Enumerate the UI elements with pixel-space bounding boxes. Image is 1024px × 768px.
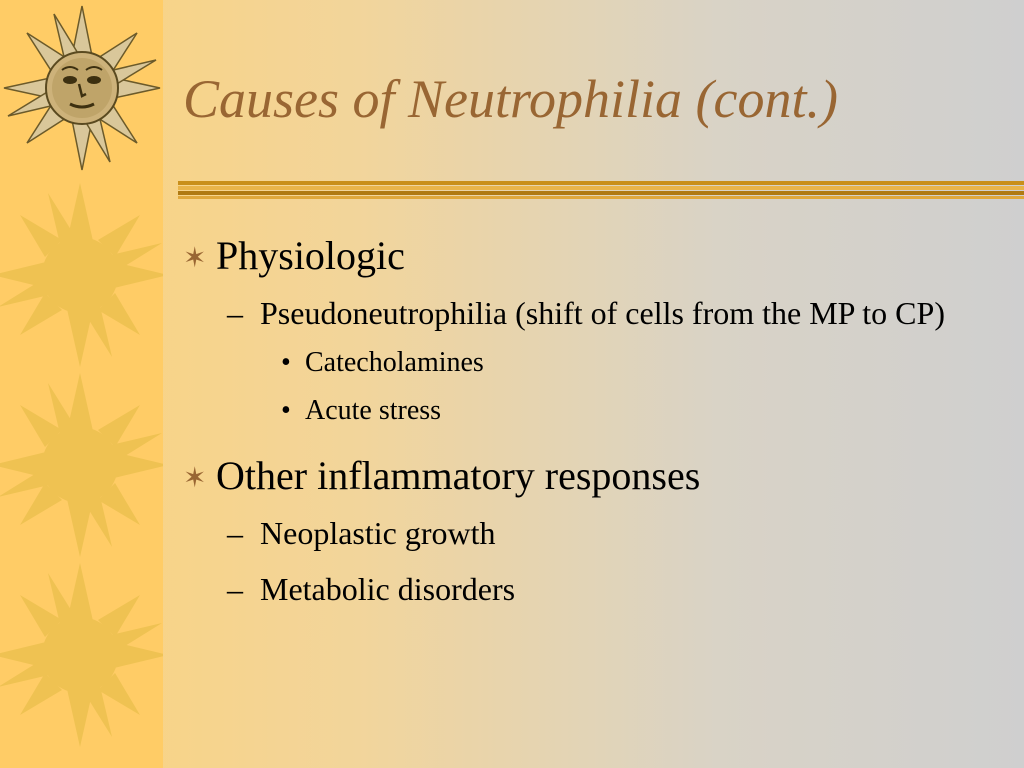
sun-icon <box>0 180 163 370</box>
bullet-text: Pseudoneutrophilia (shift of cells from the MP to CP) <box>260 295 945 331</box>
bullet-list <box>183 232 1013 622</box>
sun-face-icon <box>0 0 163 175</box>
bullet-level-3 <box>183 394 1013 428</box>
dash-bullet-icon: – <box>227 295 243 331</box>
dot-bullet-icon: • <box>281 347 291 378</box>
bullet-text: Physiologic <box>216 233 405 278</box>
bullet-level-2 <box>183 510 1013 556</box>
sun-icon <box>0 560 163 760</box>
bullet-text: Catecholamines <box>305 347 484 378</box>
sun-icon <box>0 370 163 560</box>
dot-bullet-icon: • <box>281 395 291 426</box>
star-bullet-icon: ✶ <box>183 243 207 274</box>
bullet-level-2 <box>183 566 1013 612</box>
title-divider <box>178 196 1024 199</box>
bullet-text: Other inflammatory responses <box>216 453 701 498</box>
bullet-level-2 <box>183 290 1013 336</box>
bullet-level-1 <box>183 232 1013 280</box>
dash-bullet-icon: – <box>227 515 243 551</box>
slide-title: Causes of Neutrophilia (cont.) <box>183 69 838 129</box>
decorative-side-band <box>0 0 163 768</box>
star-bullet-icon: ✶ <box>183 463 207 494</box>
bullet-level-3 <box>183 346 1013 380</box>
bullet-text: Acute stress <box>305 395 442 426</box>
bullet-level-1 <box>183 452 1013 500</box>
bullet-text: Metabolic disorders <box>260 571 516 607</box>
bullet-text: Neoplastic growth <box>260 515 496 551</box>
dash-bullet-icon: – <box>227 571 243 607</box>
title-divider <box>178 186 1024 190</box>
title-divider <box>178 181 1024 185</box>
title-divider <box>178 191 1024 195</box>
